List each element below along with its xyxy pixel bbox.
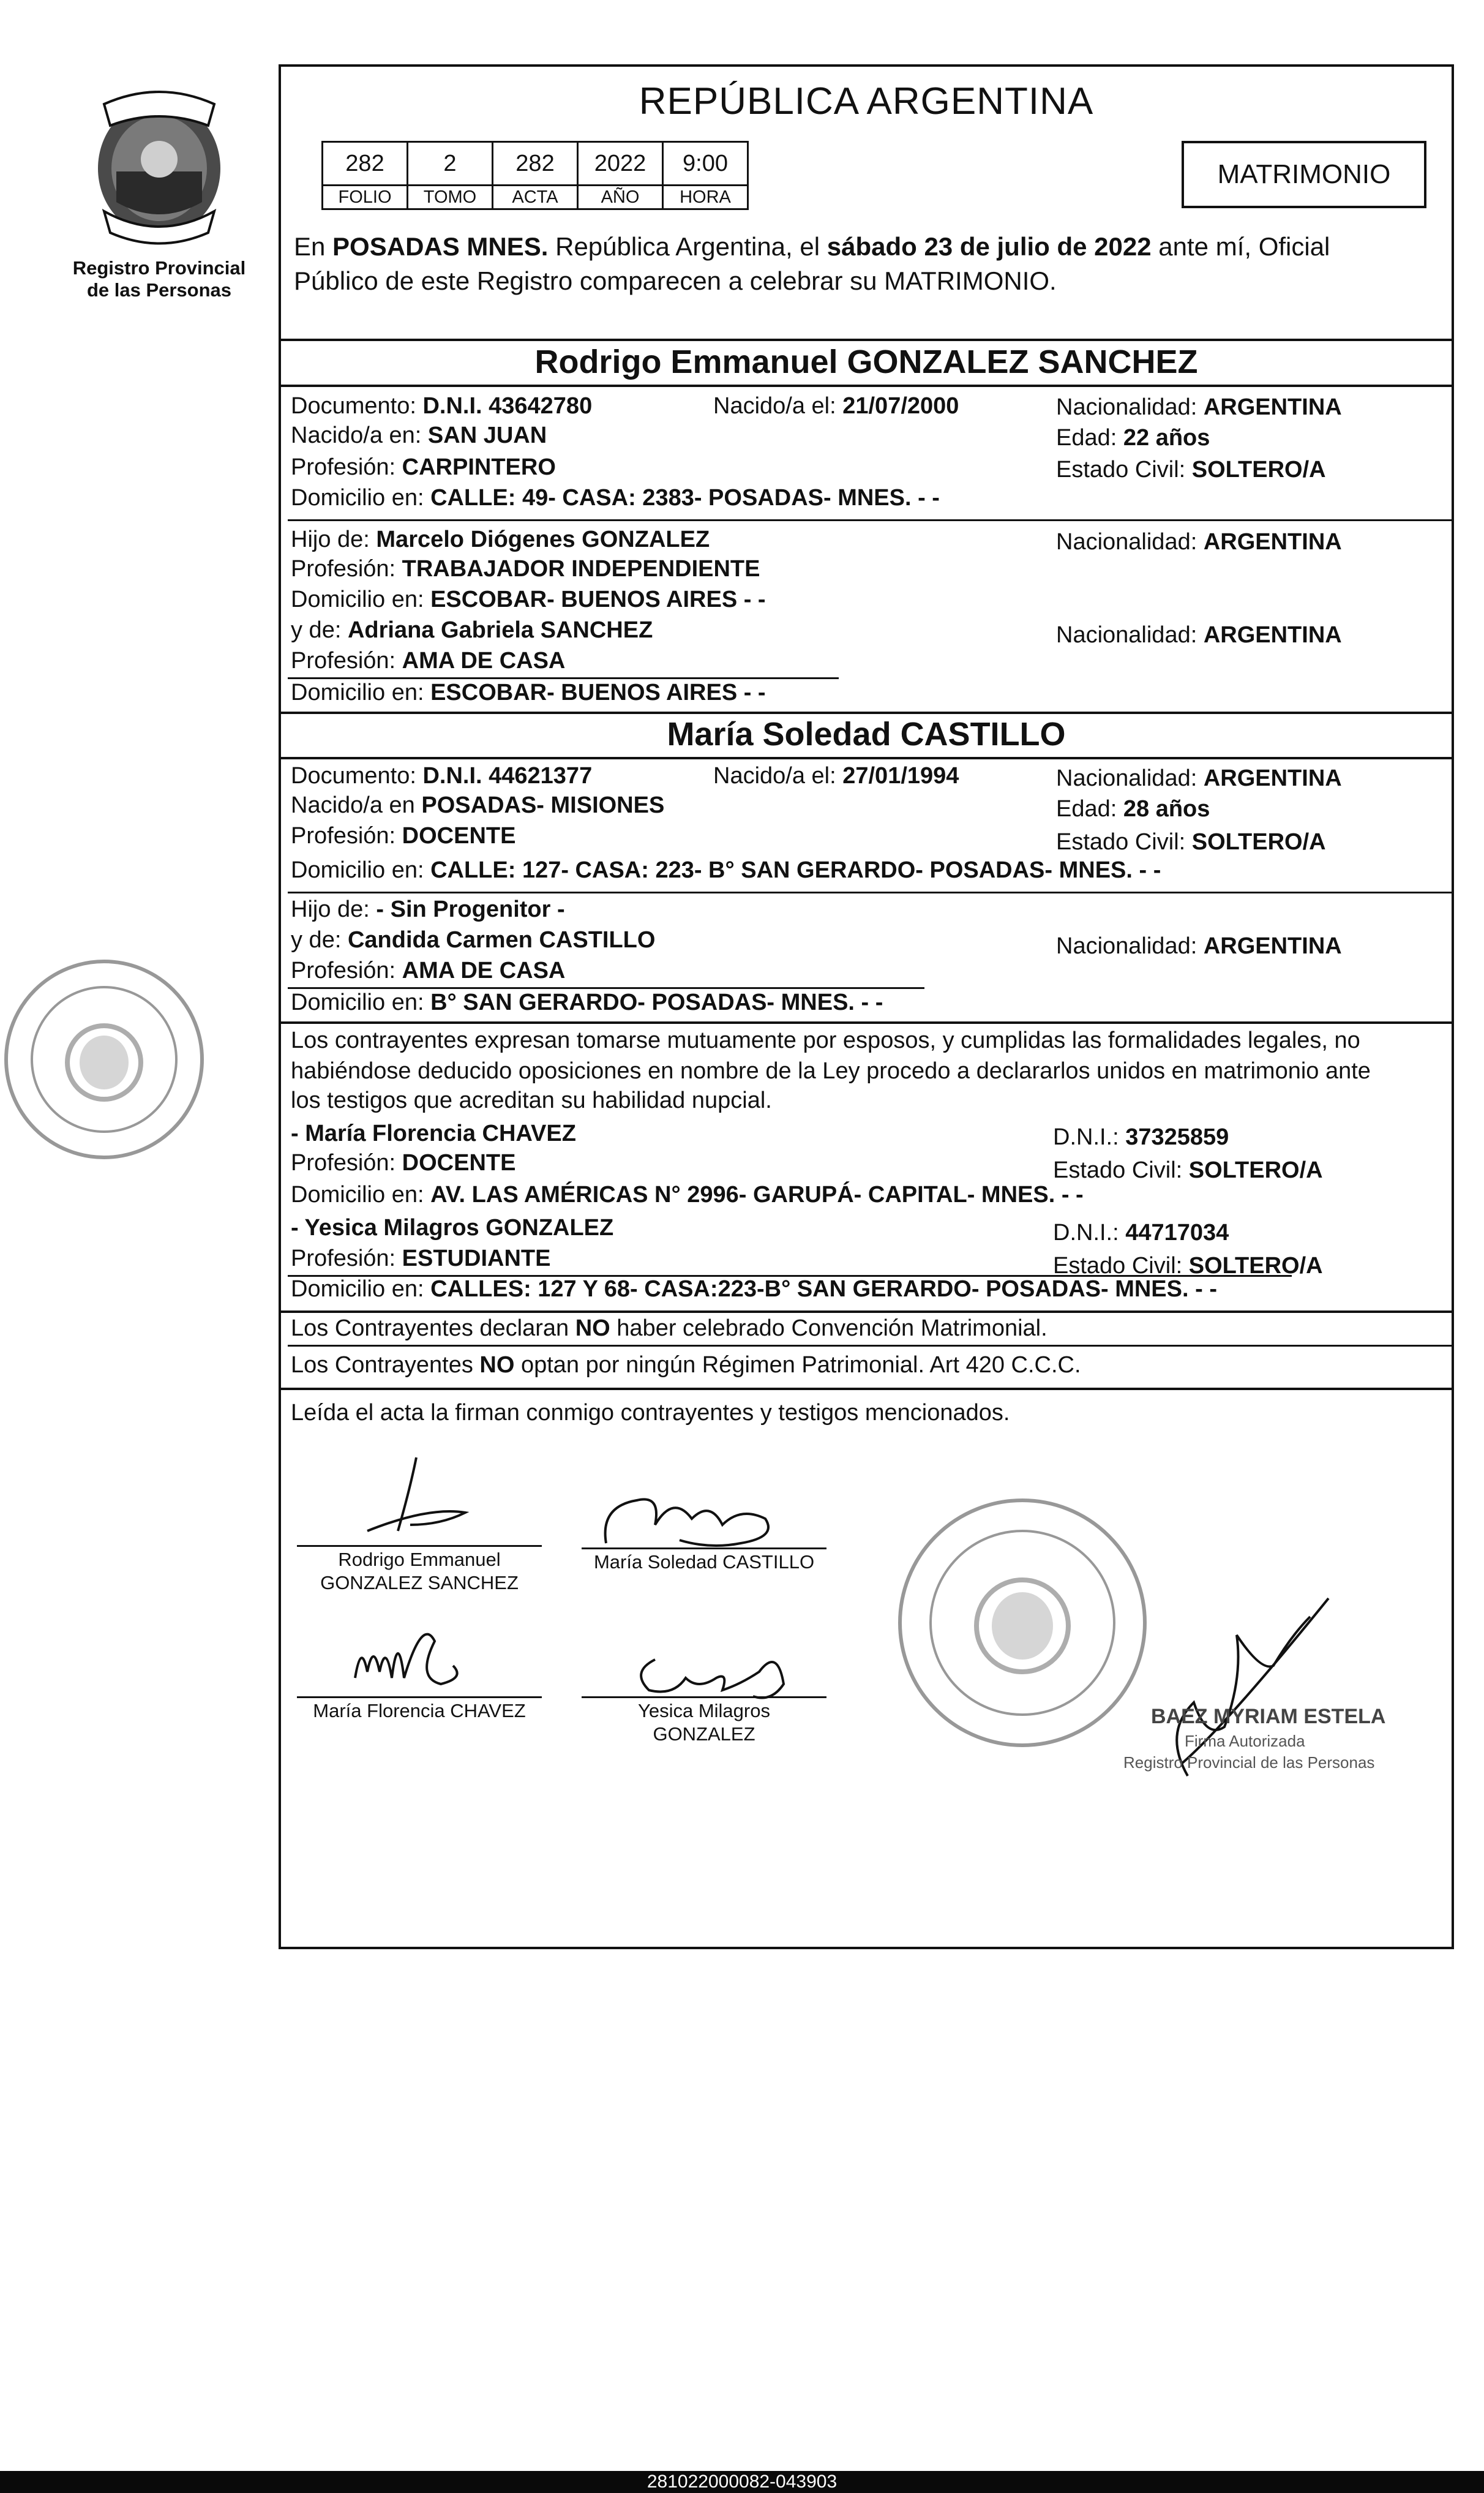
witness1-dni <box>1053 1123 1229 1151</box>
right-official-stamp <box>894 1494 1151 1751</box>
label: Rodrigo Emmanuel <box>338 1549 501 1570</box>
value: - Yesica Milagros GONZALEZ <box>291 1215 614 1241</box>
label: Nacido/a el: <box>713 393 843 419</box>
emphasis: NO <box>479 1352 515 1378</box>
value: 27/01/1994 <box>842 763 959 789</box>
declaration-line1: Los contrayentes expresan tomarse mutuamente por esposos, y cumplidas las formalidades legales, no <box>291 1028 1360 1053</box>
groom-civil-status <box>1056 456 1326 484</box>
text: Los Contrayentes declaran <box>291 1315 575 1341</box>
witness1-address <box>291 1181 1084 1209</box>
label: Estado Civil: <box>1053 1253 1189 1279</box>
label: Hijo de: <box>291 527 377 552</box>
bride-address <box>291 856 1161 884</box>
page-title: REPÚBLICA ARGENTINA <box>639 80 1094 122</box>
anio-header: AÑO <box>578 186 663 209</box>
groom-mother-nationality <box>1056 621 1342 649</box>
label: Nacionalidad: <box>1056 933 1204 959</box>
bride-born-in <box>291 791 664 819</box>
emphasis: NO <box>575 1315 610 1341</box>
groom-born-on <box>713 392 959 420</box>
label: Domicilio en: <box>291 1276 431 1302</box>
left-official-stamp <box>0 955 208 1164</box>
value: TRABAJADOR INDEPENDIENTE <box>402 556 760 582</box>
intro-city: POSADAS MNES. <box>332 232 549 261</box>
hora-header: HORA <box>663 186 748 209</box>
divider <box>279 385 1454 387</box>
bride-born-on <box>713 762 959 790</box>
value: ARGENTINA <box>1203 394 1342 420</box>
groom-age <box>1056 424 1210 452</box>
groom-father-profession <box>291 555 760 583</box>
value: CARPINTERO <box>402 454 556 480</box>
groom-father <box>291 525 710 554</box>
label: Domicilio en: <box>291 680 431 705</box>
groom-nationality <box>1056 393 1342 421</box>
signature-line <box>582 1696 826 1698</box>
bride-father <box>291 895 565 923</box>
label: Domicilio en: <box>291 990 431 1015</box>
bride-nationality <box>1056 764 1342 792</box>
label: Hijo de: <box>291 897 377 922</box>
label: Profesión: <box>291 648 402 674</box>
divider <box>288 1345 1454 1347</box>
label: Nacionalidad: <box>1056 765 1204 791</box>
divider <box>279 339 1454 341</box>
official-office: Registro Provincial de las Personas <box>1123 1753 1375 1772</box>
witness2-signature-label <box>582 1699 826 1746</box>
label: Yesica Milagros <box>638 1700 770 1721</box>
acta-value: 282 <box>493 142 578 186</box>
value: - Sin Progenitor - <box>376 897 565 922</box>
closing-statement: Leída el acta la firman conmigo contrayentes y testigos mencionados. <box>291 1400 1010 1426</box>
value: ARGENTINA <box>1203 933 1342 959</box>
tomo-header: TOMO <box>408 186 493 209</box>
intro-paragraph <box>294 230 1451 298</box>
label: Nacido/a el: <box>713 763 843 789</box>
groom-born-in <box>291 421 547 449</box>
bride-age <box>1056 795 1210 823</box>
witness2-name <box>291 1214 613 1242</box>
value: D.N.I. 44621377 <box>422 763 593 789</box>
intro-line2: Público de este Registro comparecen a celebrar su MATRIMONIO. <box>294 266 1057 295</box>
document-code-bar: 281022000082-043903 <box>0 2471 1484 2493</box>
label: Estado Civil: <box>1056 829 1192 855</box>
value: 44717034 <box>1125 1220 1229 1246</box>
signature-line <box>297 1696 542 1698</box>
value: Marcelo Diógenes GONZALEZ <box>376 527 710 552</box>
label: GONZALEZ SANCHEZ <box>320 1572 519 1593</box>
label: Edad: <box>1056 425 1123 451</box>
groom-signature <box>343 1451 502 1549</box>
groom-address <box>291 484 940 512</box>
witness1-profession <box>291 1149 515 1177</box>
intro-text: En <box>294 232 333 261</box>
bride-mother <box>291 926 655 954</box>
label: Domicilio en: <box>291 857 431 883</box>
label: Documento: <box>291 393 423 419</box>
bride-civil-status <box>1056 828 1326 856</box>
act-type-box: MATRIMONIO <box>1182 141 1426 208</box>
groom-mother-address <box>291 679 766 707</box>
intro-date: sábado 23 de julio de 2022 <box>826 232 1152 261</box>
value: Candida Carmen CASTILLO <box>347 927 656 953</box>
bride-mother-address <box>291 988 883 1017</box>
label: y de: <box>291 617 348 643</box>
text: haber celebrado Convención Matrimonial. <box>610 1315 1047 1341</box>
groom-father-address <box>291 585 766 614</box>
official-name: BAEZ MYRIAM ESTELA <box>1151 1705 1386 1728</box>
value: SOLTERO/A <box>1191 457 1326 483</box>
bride-signature <box>588 1482 802 1562</box>
intro-text: República Argentina, el <box>548 232 827 261</box>
groom-father-nationality <box>1056 528 1342 556</box>
folio-header: FOLIO <box>323 186 408 209</box>
value: SAN JUAN <box>427 423 547 448</box>
label: Nacionalidad: <box>1056 529 1204 555</box>
witness1-signature-label: María Florencia CHAVEZ <box>313 1700 526 1721</box>
value: AV. LAS AMÉRICAS N° 2996- GARUPÁ- CAPITAL- MNES. - - <box>430 1182 1084 1208</box>
logo-caption-line2: de las Personas <box>86 279 232 301</box>
groom-profession <box>291 453 556 481</box>
divider <box>279 712 1454 714</box>
value: DOCENTE <box>402 1150 516 1176</box>
value: 37325859 <box>1125 1124 1229 1150</box>
acta-header: ACTA <box>493 186 578 209</box>
value: SOLTERO/A <box>1191 829 1326 855</box>
convention-statement <box>291 1314 1047 1342</box>
misiones-emblem-icon <box>80 80 239 245</box>
label: Nacido/a en <box>291 792 422 818</box>
logo-caption <box>37 257 282 301</box>
label: Documento: <box>291 763 423 789</box>
label: Nacionalidad: <box>1056 622 1204 648</box>
value: AMA DE CASA <box>402 648 566 674</box>
value: 28 años <box>1123 796 1210 822</box>
value: ARGENTINA <box>1203 765 1342 791</box>
label: D.N.I.: <box>1053 1124 1126 1150</box>
label: D.N.I.: <box>1053 1220 1126 1246</box>
province-logo <box>80 80 239 245</box>
value: D.N.I. 43642780 <box>422 393 593 419</box>
label: Estado Civil: <box>1053 1157 1189 1183</box>
groom-mother <box>291 616 653 644</box>
patrimonial-regime-statement <box>291 1351 1081 1379</box>
hora-value: 9:00 <box>663 142 748 186</box>
divider <box>279 1310 1454 1313</box>
value: SOLTERO/A <box>1188 1157 1323 1183</box>
bride-document <box>291 762 592 790</box>
logo-caption-line1: Registro Provincial <box>72 257 246 279</box>
bride-mother-profession <box>291 957 565 985</box>
value: DOCENTE <box>402 823 516 849</box>
witness2-address <box>291 1275 1217 1303</box>
witness1-signature <box>343 1604 490 1709</box>
label: Profesión: <box>291 1150 402 1176</box>
label: Profesión: <box>291 454 402 480</box>
value: 21/07/2000 <box>842 393 959 419</box>
witness2-dni <box>1053 1219 1229 1247</box>
label: Domicilio en: <box>291 485 431 511</box>
witness2-profession <box>291 1244 550 1273</box>
value: SOLTERO/A <box>1188 1253 1323 1279</box>
label: Domicilio en: <box>291 587 431 612</box>
value: ESTUDIANTE <box>402 1246 551 1271</box>
value: ARGENTINA <box>1203 529 1342 555</box>
value: CALLES: 127 Y 68- CASA:223-B° SAN GERARDO- POSADAS- MNES. - - <box>430 1276 1217 1302</box>
label: Nacionalidad: <box>1056 394 1204 420</box>
label: Profesión: <box>291 823 402 849</box>
groom-mother-profession <box>291 647 565 675</box>
witness1-civil-status <box>1053 1156 1323 1184</box>
value: 22 años <box>1123 425 1210 451</box>
label: Domicilio en: <box>291 1182 431 1208</box>
bride-name: María Soledad CASTILLO <box>667 716 1066 753</box>
folio-value: 282 <box>323 142 408 186</box>
value: ESCOBAR- BUENOS AIRES - - <box>430 680 766 705</box>
value: AMA DE CASA <box>402 958 566 983</box>
bride-signature-label: María Soledad CASTILLO <box>593 1551 815 1573</box>
bride-profession <box>291 822 515 850</box>
divider <box>288 892 1454 893</box>
official-role: Firma Autorizada <box>1185 1732 1305 1750</box>
groom-name: Rodrigo Emmanuel GONZALEZ SANCHEZ <box>534 344 1198 380</box>
groom-document <box>291 392 592 420</box>
signature-line <box>582 1547 826 1549</box>
groom-signature-label <box>297 1548 542 1595</box>
label: Profesión: <box>291 958 402 983</box>
tomo-value: 2 <box>408 142 493 186</box>
divider <box>279 1021 1454 1024</box>
label: GONZALEZ <box>653 1723 755 1745</box>
label: Profesión: <box>291 556 402 582</box>
value: CALLE: 49- CASA: 2383- POSADAS- MNES. - - <box>430 485 940 511</box>
text: optan por ningún Régimen Patrimonial. Art 420 C.C.C. <box>514 1352 1081 1378</box>
label: Profesión: <box>291 1246 402 1271</box>
bride-mother-nationality <box>1056 932 1342 960</box>
value: B° SAN GERARDO- POSADAS- MNES. - - <box>430 990 883 1015</box>
divider <box>279 757 1454 759</box>
label: Estado Civil: <box>1056 457 1192 483</box>
divider <box>279 1388 1454 1390</box>
value: - María Florencia CHAVEZ <box>291 1121 576 1146</box>
label: Nacido/a en: <box>291 423 428 448</box>
label: y de: <box>291 927 348 953</box>
intro-text: ante mí, Oficial <box>1151 232 1330 261</box>
registration-table <box>321 141 749 210</box>
value: CALLE: 127- CASA: 223- B° SAN GERARDO- POSADAS- MNES. - - <box>430 857 1161 883</box>
text: Los Contrayentes <box>291 1352 480 1378</box>
signature-line <box>297 1545 542 1547</box>
value: ESCOBAR- BUENOS AIRES - - <box>430 587 766 612</box>
value: Adriana Gabriela SANCHEZ <box>347 617 653 643</box>
witness1-name <box>291 1119 576 1148</box>
declaration-line3: los testigos que acreditan su habilidad nupcial. <box>291 1088 772 1113</box>
value: POSADAS- MISIONES <box>421 792 665 818</box>
declaration-line2: habiéndose deducido oposiciones en nombre de la Ley procedo a declararlos unidos en matrimonio ante <box>291 1058 1371 1084</box>
divider <box>288 519 1454 521</box>
anio-value: 2022 <box>578 142 663 186</box>
value: ARGENTINA <box>1203 622 1342 648</box>
label: Edad: <box>1056 796 1123 822</box>
